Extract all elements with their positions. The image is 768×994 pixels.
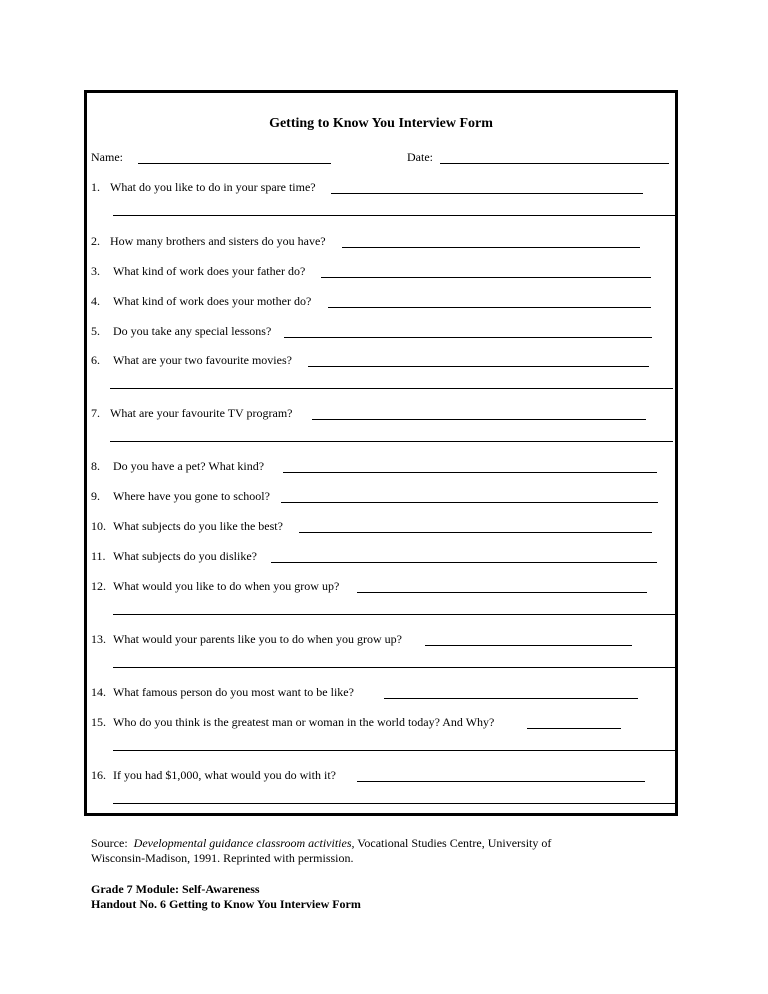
source-citation-line2: Wisconsin-Madison, 1991. Reprinted with permission. (91, 851, 354, 865)
handout-title: Handout No. 6 Getting to Know You Interview Form (91, 897, 361, 911)
question-number: 12. (91, 579, 106, 593)
answer-line (283, 472, 657, 473)
source-prefix: Source: (91, 836, 134, 850)
answer-line (331, 193, 643, 194)
answer-line (284, 337, 652, 338)
question-text: Who do you think is the greatest man or woman in the world today? And Why? (113, 715, 495, 729)
answer-line (113, 215, 675, 216)
question-number: 7. (91, 406, 100, 420)
answer-line (308, 366, 649, 367)
question-text: What kind of work does your mother do? (113, 294, 312, 308)
date-line (440, 163, 669, 164)
answer-line (384, 698, 638, 699)
answer-line (113, 614, 675, 615)
question-number: 13. (91, 632, 106, 646)
question-text: Do you have a pet? What kind? (113, 459, 265, 473)
answer-line (425, 645, 632, 646)
source-title: Developmental guidance classroom activities, (133, 836, 355, 850)
question-text: Where have you gone to school? (113, 489, 270, 503)
answer-line (113, 803, 675, 804)
question-text: What subjects do you dislike? (113, 549, 257, 563)
answer-line (113, 750, 675, 751)
question-text: If you had $1,000, what would you do with it? (113, 768, 336, 782)
date-label: Date: (407, 150, 433, 164)
answer-line (321, 277, 651, 278)
question-text: Do you take any special lessons? (113, 324, 272, 338)
question-number: 10. (91, 519, 106, 533)
answer-line (110, 441, 673, 442)
question-text: What are your two favourite movies? (113, 353, 292, 367)
answer-line (527, 728, 621, 729)
question-text: How many brothers and sisters do you have? (110, 234, 326, 248)
question-text: What kind of work does your father do? (113, 264, 306, 278)
module-title: Grade 7 Module: Self-Awareness (91, 882, 260, 896)
name-label: Name: (91, 150, 123, 164)
question-text: What famous person do you most want to be like? (113, 685, 354, 699)
question-number: 9. (91, 489, 100, 503)
question-number: 16. (91, 768, 106, 782)
answer-line (299, 532, 652, 533)
answer-line (328, 307, 651, 308)
question-text: What do you like to do in your spare time? (110, 180, 316, 194)
answer-line (342, 247, 640, 248)
question-number: 5. (91, 324, 100, 338)
question-number: 4. (91, 294, 100, 308)
name-line (138, 163, 331, 164)
question-text: What are your favourite TV program? (110, 406, 293, 420)
question-number: 1. (91, 180, 100, 194)
question-text: What would you like to do when you grow up? (113, 579, 340, 593)
question-number: 14. (91, 685, 106, 699)
answer-line (357, 781, 645, 782)
answer-line (271, 562, 657, 563)
source-citation (91, 836, 551, 851)
answer-line (113, 667, 675, 668)
answer-line (357, 592, 647, 593)
answer-line (312, 419, 646, 420)
question-number: 6. (91, 353, 100, 367)
question-number: 3. (91, 264, 100, 278)
interview-form (84, 90, 678, 816)
question-number: 11. (91, 549, 106, 563)
form-title: Getting to Know You Interview Form (269, 116, 493, 131)
question-number: 2. (91, 234, 100, 248)
answer-line (110, 388, 673, 389)
answer-line (281, 502, 658, 503)
question-number: 8. (91, 459, 100, 473)
question-number: 15. (91, 715, 106, 729)
question-text: What would your parents like you to do when you grow up? (113, 632, 402, 646)
question-text: What subjects do you like the best? (113, 519, 283, 533)
source-rest: Vocational Studies Centre, University of (354, 836, 552, 850)
